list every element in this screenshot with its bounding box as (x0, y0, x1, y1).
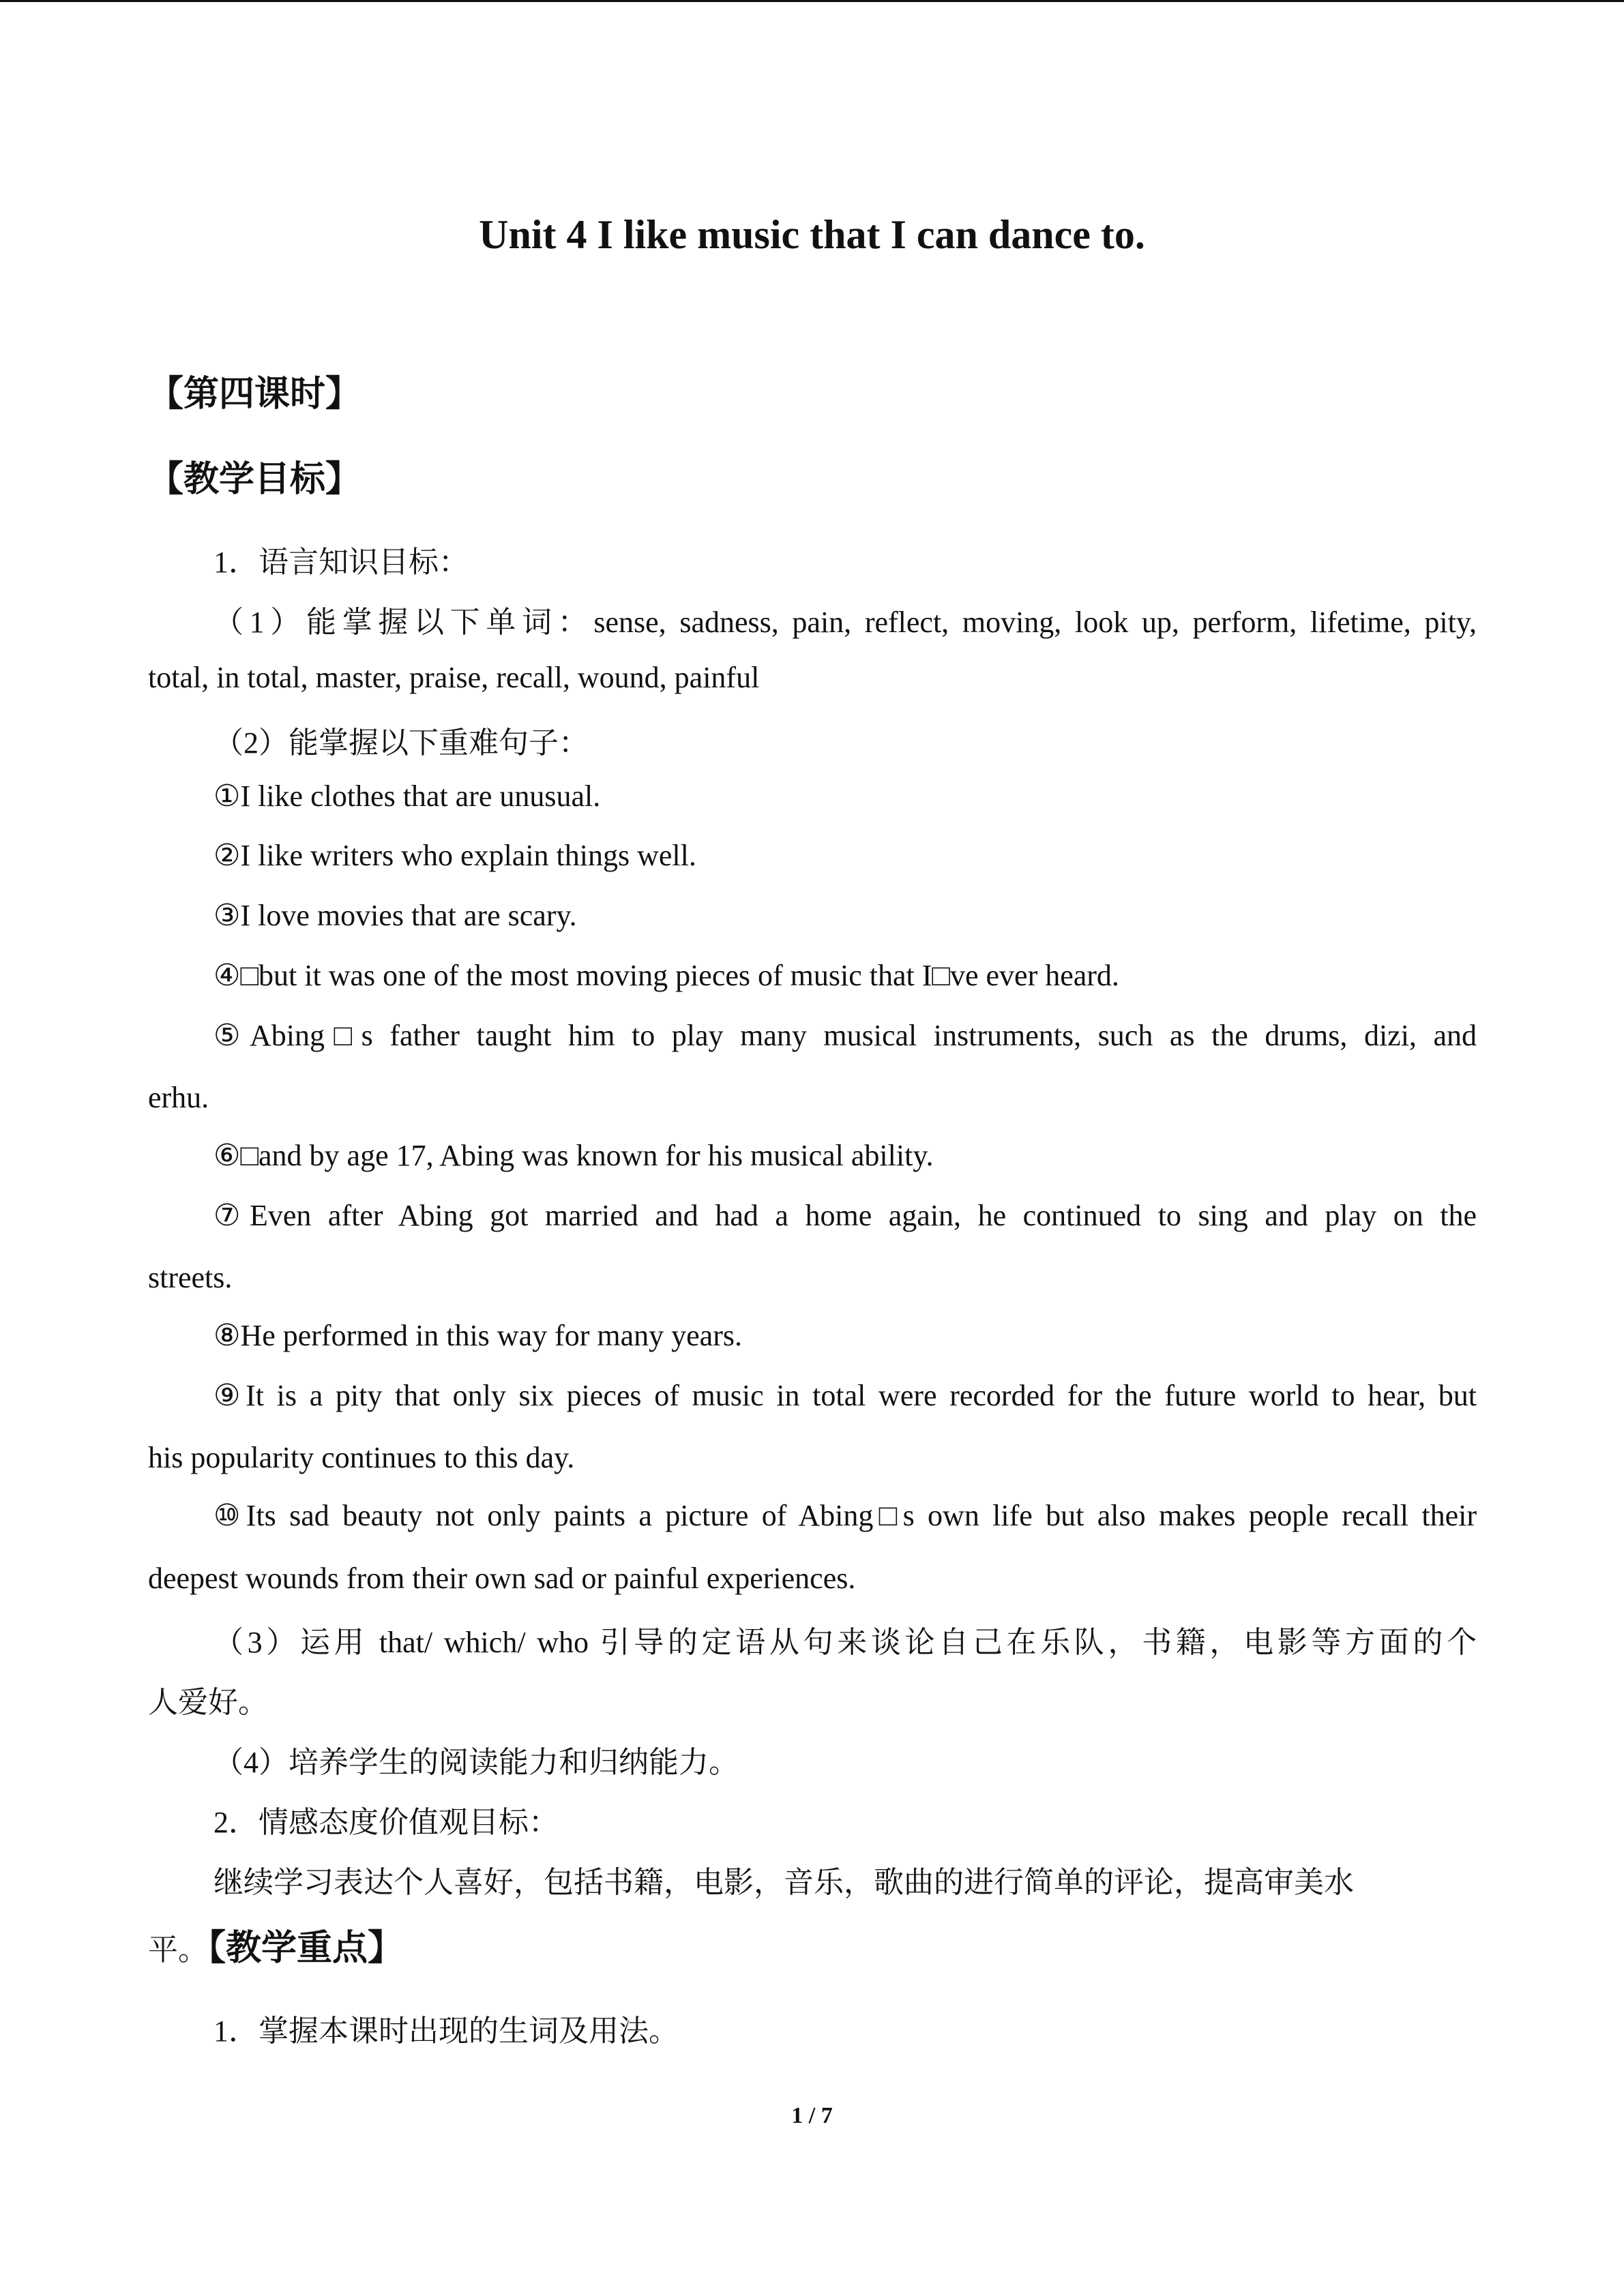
sentence-4: ④□but it was one of the most moving pieces of music that I□ve ever heard. (213, 959, 1119, 992)
document-title: Unit 4 I like music that I can dance to. (479, 212, 1145, 257)
vocab-line-1: （1）能掌握以下单词：sense, sadness, pain, reflect, moving, look up, perform, lifetime, pity, (213, 606, 1477, 639)
sentence-8: ⑧He performed in this way for many years. (213, 1319, 742, 1352)
objective-3-line-2: 人爱好。 (148, 1686, 268, 1719)
sentence-1: ①I like clothes that are unusual. (213, 779, 601, 813)
objective-language-knowledge: 1．语言知识目标： (213, 546, 469, 579)
vocab-line-2: total, in total, master, praise, recall, wound, painful (148, 661, 760, 694)
sentence-9-line-2: his popularity continues to this day. (148, 1441, 575, 1474)
sentence-7-line-1: ⑦Even after Abing got married and had a home again, he continued to sing and play on the (213, 1199, 1477, 1232)
objective-4: （4）培养学生的阅读能力和归纳能力。 (213, 1746, 739, 1779)
objective-3-line-1: （3）运用 that/ which/ who 引导的定语从句来谈论自己在乐队，书籍，电影等方面的个 (213, 1626, 1477, 1659)
emotional-objective-line-2 (148, 1919, 403, 1970)
sentence-10-line-2: deepest wounds from their own sad or painful experiences. (148, 1562, 856, 1595)
key-points-heading: 【教学重点】 (208, 1928, 404, 1969)
page-number: 1 / 7 (791, 2103, 833, 2128)
emotional-objective-tail: 平。 (148, 1933, 208, 1967)
objective-emotional-attitude: 2．情感态度价值观目标： (213, 1806, 559, 1839)
period-heading: 【第四课时】 (148, 374, 361, 415)
top-border (0, 0, 1624, 2)
sentence-2: ②I like writers who explain things well. (213, 839, 696, 872)
sentence-5-line-1: ⑤Abing□s father taught him to play many musical instruments, such as the drums, dizi, and (213, 1019, 1477, 1052)
emotional-objective-line-1: 继续学习表达个人喜好，包括书籍，电影，音乐，歌曲的进行简单的评论，提高审美水 (213, 1866, 1354, 1899)
sentence-3: ③I love movies that are scary. (213, 899, 577, 932)
sentence-5-line-2: erhu. (148, 1081, 209, 1114)
sentence-6: ⑥□and by age 17, Abing was known for his musical ability. (213, 1139, 934, 1172)
sentence-10-line-1: ⑩Its sad beauty not only paints a picture of Abing□s own life but also makes people recall their (213, 1499, 1477, 1532)
sentence-9-line-1: ⑨It is a pity that only six pieces of music in total were recorded for the future world to hear, but (213, 1379, 1477, 1412)
objectives-heading: 【教学目标】 (148, 459, 361, 500)
key-point-1: 1．掌握本课时出现的生词及用法。 (213, 2014, 679, 2048)
key-sentences-label: （2）能掌握以下重难句子： (213, 726, 589, 760)
sentence-7-line-2: streets. (148, 1261, 233, 1294)
